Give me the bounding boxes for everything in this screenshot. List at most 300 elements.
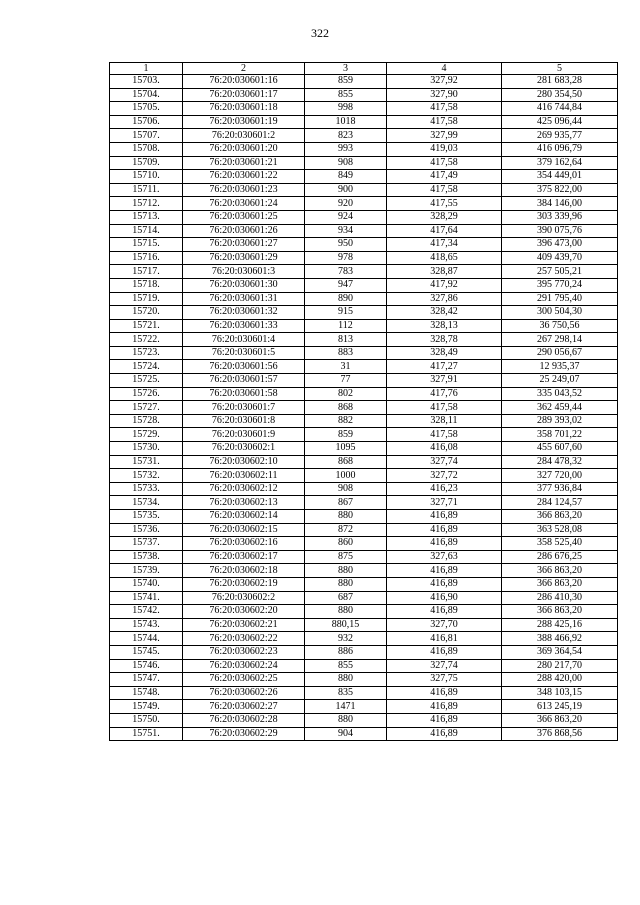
area-cell: 813 bbox=[305, 333, 387, 347]
row-number-cell: 15726. bbox=[110, 387, 183, 401]
table-row bbox=[110, 333, 618, 347]
specific-value-cell: 416,89 bbox=[387, 564, 502, 578]
specific-value-cell: 416,89 bbox=[387, 686, 502, 700]
specific-value-cell: 327,72 bbox=[387, 469, 502, 483]
cadastral-value-cell: 358 525,40 bbox=[502, 537, 618, 551]
row-number-cell: 15708. bbox=[110, 142, 183, 156]
cadastral-value-cell: 288 425,16 bbox=[502, 618, 618, 632]
row-number-cell: 15727. bbox=[110, 401, 183, 415]
column-header-5: 5 bbox=[502, 63, 618, 75]
row-number-cell: 15747. bbox=[110, 673, 183, 687]
row-number-cell: 15745. bbox=[110, 645, 183, 659]
row-number-cell: 15705. bbox=[110, 102, 183, 116]
table-row bbox=[110, 605, 618, 619]
table-row bbox=[110, 496, 618, 510]
specific-value-cell: 416,89 bbox=[387, 605, 502, 619]
area-cell: 886 bbox=[305, 645, 387, 659]
area-cell: 915 bbox=[305, 306, 387, 320]
area-cell: 872 bbox=[305, 523, 387, 537]
cadastral-number-cell: 76:20:030602:13 bbox=[183, 496, 305, 510]
specific-value-cell: 328,49 bbox=[387, 346, 502, 360]
cadastral-value-cell: 354 449,01 bbox=[502, 170, 618, 184]
row-number-cell: 15703. bbox=[110, 75, 183, 89]
row-number-cell: 15713. bbox=[110, 210, 183, 224]
specific-value-cell: 417,92 bbox=[387, 278, 502, 292]
cadastral-number-cell: 76:20:030601:9 bbox=[183, 428, 305, 442]
cadastral-number-cell: 76:20:030602:2 bbox=[183, 591, 305, 605]
cadastral-value-cell: 303 339,96 bbox=[502, 210, 618, 224]
cadastral-value-cell: 396 473,00 bbox=[502, 238, 618, 252]
specific-value-cell: 328,78 bbox=[387, 333, 502, 347]
specific-value-cell: 417,34 bbox=[387, 238, 502, 252]
row-number-cell: 15725. bbox=[110, 374, 183, 388]
cadastral-number-cell: 76:20:030601:58 bbox=[183, 387, 305, 401]
area-cell: 112 bbox=[305, 319, 387, 333]
row-number-cell: 15704. bbox=[110, 88, 183, 102]
table-header-row bbox=[110, 63, 618, 75]
specific-value-cell: 417,76 bbox=[387, 387, 502, 401]
cadastral-number-cell: 76:20:030601:31 bbox=[183, 292, 305, 306]
cadastral-value-cell: 358 701,22 bbox=[502, 428, 618, 442]
table-row bbox=[110, 183, 618, 197]
area-cell: 900 bbox=[305, 183, 387, 197]
row-number-cell: 15751. bbox=[110, 727, 183, 741]
specific-value-cell: 328,42 bbox=[387, 306, 502, 320]
cadastral-value-cell: 395 770,24 bbox=[502, 278, 618, 292]
area-cell: 687 bbox=[305, 591, 387, 605]
cadastral-number-cell: 76:20:030601:23 bbox=[183, 183, 305, 197]
table-row bbox=[110, 673, 618, 687]
row-number-cell: 15706. bbox=[110, 115, 183, 129]
row-number-cell: 15721. bbox=[110, 319, 183, 333]
specific-value-cell: 416,08 bbox=[387, 442, 502, 456]
specific-value-cell: 327,75 bbox=[387, 673, 502, 687]
table-row bbox=[110, 564, 618, 578]
row-number-cell: 15720. bbox=[110, 306, 183, 320]
cadastral-value-cell: 379 162,64 bbox=[502, 156, 618, 170]
area-cell: 849 bbox=[305, 170, 387, 184]
area-cell: 867 bbox=[305, 496, 387, 510]
cadastral-value-cell: 257 505,21 bbox=[502, 265, 618, 279]
specific-value-cell: 417,58 bbox=[387, 156, 502, 170]
cadastral-number-cell: 76:20:030602:18 bbox=[183, 564, 305, 578]
specific-value-cell: 327,71 bbox=[387, 496, 502, 510]
specific-value-cell: 416,89 bbox=[387, 645, 502, 659]
specific-value-cell: 327,91 bbox=[387, 374, 502, 388]
specific-value-cell: 327,63 bbox=[387, 550, 502, 564]
table-row bbox=[110, 374, 618, 388]
row-number-cell: 15712. bbox=[110, 197, 183, 211]
cadastral-value-cell: 366 863,20 bbox=[502, 577, 618, 591]
cadastral-number-cell: 76:20:030601:18 bbox=[183, 102, 305, 116]
table-row bbox=[110, 115, 618, 129]
row-number-cell: 15707. bbox=[110, 129, 183, 143]
cadastral-value-cell: 455 607,60 bbox=[502, 442, 618, 456]
cadastral-value-cell: 377 936,84 bbox=[502, 482, 618, 496]
cadastral-value-cell: 366 863,20 bbox=[502, 605, 618, 619]
specific-value-cell: 416,89 bbox=[387, 537, 502, 551]
table-row bbox=[110, 510, 618, 524]
specific-value-cell: 417,27 bbox=[387, 360, 502, 374]
area-cell: 978 bbox=[305, 251, 387, 265]
specific-value-cell: 417,49 bbox=[387, 170, 502, 184]
cadastral-value-cell: 286 410,30 bbox=[502, 591, 618, 605]
area-cell: 883 bbox=[305, 346, 387, 360]
table-row bbox=[110, 102, 618, 116]
area-cell: 880 bbox=[305, 605, 387, 619]
cadastral-number-cell: 76:20:030602:22 bbox=[183, 632, 305, 646]
cadastral-number-cell: 76:20:030601:30 bbox=[183, 278, 305, 292]
specific-value-cell: 328,13 bbox=[387, 319, 502, 333]
area-cell: 950 bbox=[305, 238, 387, 252]
specific-value-cell: 417,55 bbox=[387, 197, 502, 211]
cadastral-number-cell: 76:20:030602:1 bbox=[183, 442, 305, 456]
specific-value-cell: 327,99 bbox=[387, 129, 502, 143]
table-row bbox=[110, 278, 618, 292]
row-number-cell: 15746. bbox=[110, 659, 183, 673]
cadastral-number-cell: 76:20:030601:33 bbox=[183, 319, 305, 333]
table-row bbox=[110, 75, 618, 89]
cadastral-number-cell: 76:20:030601:27 bbox=[183, 238, 305, 252]
cadastral-number-cell: 76:20:030602:17 bbox=[183, 550, 305, 564]
row-number-cell: 15731. bbox=[110, 455, 183, 469]
cadastral-number-cell: 76:20:030601:29 bbox=[183, 251, 305, 265]
specific-value-cell: 328,29 bbox=[387, 210, 502, 224]
table-row bbox=[110, 618, 618, 632]
row-number-cell: 15722. bbox=[110, 333, 183, 347]
table-row bbox=[110, 469, 618, 483]
cadastral-number-cell: 76:20:030601:57 bbox=[183, 374, 305, 388]
table-row bbox=[110, 713, 618, 727]
specific-value-cell: 417,58 bbox=[387, 183, 502, 197]
cadastral-number-cell: 76:20:030602:24 bbox=[183, 659, 305, 673]
cadastral-value-cell: 269 935,77 bbox=[502, 129, 618, 143]
area-cell: 802 bbox=[305, 387, 387, 401]
cadastral-number-cell: 76:20:030601:5 bbox=[183, 346, 305, 360]
row-number-cell: 15718. bbox=[110, 278, 183, 292]
area-cell: 880 bbox=[305, 577, 387, 591]
cadastral-number-cell: 76:20:030601:17 bbox=[183, 88, 305, 102]
cadastral-value-cell: 284 124,57 bbox=[502, 496, 618, 510]
cadastral-number-cell: 76:20:030602:28 bbox=[183, 713, 305, 727]
cadastral-number-cell: 76:20:030601:7 bbox=[183, 401, 305, 415]
specific-value-cell: 416,89 bbox=[387, 727, 502, 741]
cadastral-number-cell: 76:20:030602:11 bbox=[183, 469, 305, 483]
table-row bbox=[110, 727, 618, 741]
column-header-2: 2 bbox=[183, 63, 305, 75]
page-number: 322 bbox=[311, 26, 329, 40]
cadastral-value-cell: 289 393,02 bbox=[502, 414, 618, 428]
cadastral-value-cell: 286 676,25 bbox=[502, 550, 618, 564]
cadastral-number-cell: 76:20:030602:25 bbox=[183, 673, 305, 687]
area-cell: 1018 bbox=[305, 115, 387, 129]
row-number-cell: 15716. bbox=[110, 251, 183, 265]
table-row bbox=[110, 224, 618, 238]
area-cell: 868 bbox=[305, 401, 387, 415]
cadastral-value-cell: 369 364,54 bbox=[502, 645, 618, 659]
specific-value-cell: 419,03 bbox=[387, 142, 502, 156]
specific-value-cell: 417,64 bbox=[387, 224, 502, 238]
table-row bbox=[110, 142, 618, 156]
table-row bbox=[110, 632, 618, 646]
row-number-cell: 15719. bbox=[110, 292, 183, 306]
cadastral-value-cell: 284 478,32 bbox=[502, 455, 618, 469]
cadastral-number-cell: 76:20:030602:27 bbox=[183, 700, 305, 714]
row-number-cell: 15723. bbox=[110, 346, 183, 360]
cadastral-value-cell: 388 466,92 bbox=[502, 632, 618, 646]
area-cell: 1000 bbox=[305, 469, 387, 483]
specific-value-cell: 418,65 bbox=[387, 251, 502, 265]
specific-value-cell: 327,86 bbox=[387, 292, 502, 306]
cadastral-number-cell: 76:20:030601:21 bbox=[183, 156, 305, 170]
cadastral-value-cell: 416 096,79 bbox=[502, 142, 618, 156]
table-row bbox=[110, 346, 618, 360]
cadastral-value-cell: 348 103,15 bbox=[502, 686, 618, 700]
specific-value-cell: 416,89 bbox=[387, 700, 502, 714]
row-number-cell: 15711. bbox=[110, 183, 183, 197]
column-header-3: 3 bbox=[305, 63, 387, 75]
area-cell: 904 bbox=[305, 727, 387, 741]
row-number-cell: 15750. bbox=[110, 713, 183, 727]
cadastral-value-cell: 416 744,84 bbox=[502, 102, 618, 116]
row-number-cell: 15729. bbox=[110, 428, 183, 442]
cadastral-value-cell: 288 420,00 bbox=[502, 673, 618, 687]
area-cell: 998 bbox=[305, 102, 387, 116]
area-cell: 920 bbox=[305, 197, 387, 211]
cadastral-value-cell: 363 528,08 bbox=[502, 523, 618, 537]
row-number-cell: 15744. bbox=[110, 632, 183, 646]
area-cell: 783 bbox=[305, 265, 387, 279]
specific-value-cell: 327,92 bbox=[387, 75, 502, 89]
specific-value-cell: 416,89 bbox=[387, 713, 502, 727]
cadastral-number-cell: 76:20:030602:15 bbox=[183, 523, 305, 537]
table-row bbox=[110, 523, 618, 537]
table-row bbox=[110, 306, 618, 320]
row-number-cell: 15733. bbox=[110, 482, 183, 496]
table-row bbox=[110, 387, 618, 401]
row-number-cell: 15724. bbox=[110, 360, 183, 374]
area-cell: 835 bbox=[305, 686, 387, 700]
row-number-cell: 15737. bbox=[110, 537, 183, 551]
area-cell: 855 bbox=[305, 659, 387, 673]
cadastral-number-cell: 76:20:030602:23 bbox=[183, 645, 305, 659]
specific-value-cell: 327,74 bbox=[387, 455, 502, 469]
cadastral-number-cell: 76:20:030601:4 bbox=[183, 333, 305, 347]
table-row bbox=[110, 170, 618, 184]
cadastral-number-cell: 76:20:030601:19 bbox=[183, 115, 305, 129]
cadastral-value-cell: 384 146,00 bbox=[502, 197, 618, 211]
row-number-cell: 15749. bbox=[110, 700, 183, 714]
specific-value-cell: 327,74 bbox=[387, 659, 502, 673]
cadastral-number-cell: 76:20:030601:20 bbox=[183, 142, 305, 156]
cadastral-number-cell: 76:20:030602:20 bbox=[183, 605, 305, 619]
cadastral-value-cell: 376 868,56 bbox=[502, 727, 618, 741]
row-number-cell: 15732. bbox=[110, 469, 183, 483]
area-cell: 859 bbox=[305, 75, 387, 89]
row-number-cell: 15741. bbox=[110, 591, 183, 605]
specific-value-cell: 416,81 bbox=[387, 632, 502, 646]
cadastral-number-cell: 76:20:030601:26 bbox=[183, 224, 305, 238]
cadastral-value-cell: 291 795,40 bbox=[502, 292, 618, 306]
specific-value-cell: 417,58 bbox=[387, 115, 502, 129]
area-cell: 947 bbox=[305, 278, 387, 292]
cadastral-number-cell: 76:20:030601:56 bbox=[183, 360, 305, 374]
area-cell: 1471 bbox=[305, 700, 387, 714]
cadastral-value-cell: 267 298,14 bbox=[502, 333, 618, 347]
table-row bbox=[110, 360, 618, 374]
table-body bbox=[110, 75, 618, 741]
area-cell: 932 bbox=[305, 632, 387, 646]
area-cell: 875 bbox=[305, 550, 387, 564]
area-cell: 924 bbox=[305, 210, 387, 224]
row-number-cell: 15715. bbox=[110, 238, 183, 252]
cadastral-value-cell: 300 504,30 bbox=[502, 306, 618, 320]
column-header-1: 1 bbox=[110, 63, 183, 75]
cadastral-number-cell: 76:20:030602:21 bbox=[183, 618, 305, 632]
table-row bbox=[110, 428, 618, 442]
area-cell: 890 bbox=[305, 292, 387, 306]
table-row bbox=[110, 265, 618, 279]
cadastral-value-cell: 425 096,44 bbox=[502, 115, 618, 129]
table-row bbox=[110, 591, 618, 605]
specific-value-cell: 417,58 bbox=[387, 102, 502, 116]
specific-value-cell: 328,87 bbox=[387, 265, 502, 279]
area-cell: 880 bbox=[305, 510, 387, 524]
row-number-cell: 15730. bbox=[110, 442, 183, 456]
specific-value-cell: 417,58 bbox=[387, 401, 502, 415]
area-cell: 823 bbox=[305, 129, 387, 143]
specific-value-cell: 416,89 bbox=[387, 577, 502, 591]
row-number-cell: 15736. bbox=[110, 523, 183, 537]
row-number-cell: 15739. bbox=[110, 564, 183, 578]
area-cell: 880 bbox=[305, 564, 387, 578]
row-number-cell: 15717. bbox=[110, 265, 183, 279]
cadastral-value-cell: 280 354,50 bbox=[502, 88, 618, 102]
row-number-cell: 15734. bbox=[110, 496, 183, 510]
area-cell: 880 bbox=[305, 713, 387, 727]
table-row bbox=[110, 210, 618, 224]
table-row bbox=[110, 577, 618, 591]
row-number-cell: 15728. bbox=[110, 414, 183, 428]
cadastral-value-cell: 280 217,70 bbox=[502, 659, 618, 673]
area-cell: 993 bbox=[305, 142, 387, 156]
cadastral-value-cell: 409 439,70 bbox=[502, 251, 618, 265]
specific-value-cell: 416,23 bbox=[387, 482, 502, 496]
row-number-cell: 15740. bbox=[110, 577, 183, 591]
cadastral-value-cell: 375 822,00 bbox=[502, 183, 618, 197]
table-row bbox=[110, 251, 618, 265]
cadastral-value-cell: 613 245,19 bbox=[502, 700, 618, 714]
specific-value-cell: 417,58 bbox=[387, 428, 502, 442]
cadastral-number-cell: 76:20:030601:2 bbox=[183, 129, 305, 143]
area-cell: 1095 bbox=[305, 442, 387, 456]
table-row bbox=[110, 686, 618, 700]
table-row bbox=[110, 129, 618, 143]
row-number-cell: 15710. bbox=[110, 170, 183, 184]
cadastral-number-cell: 76:20:030602:12 bbox=[183, 482, 305, 496]
area-cell: 868 bbox=[305, 455, 387, 469]
row-number-cell: 15742. bbox=[110, 605, 183, 619]
cadastral-value-cell: 390 075,76 bbox=[502, 224, 618, 238]
table-row bbox=[110, 482, 618, 496]
cadastral-value-cell: 281 683,28 bbox=[502, 75, 618, 89]
table-row bbox=[110, 442, 618, 456]
area-cell: 860 bbox=[305, 537, 387, 551]
row-number-cell: 15735. bbox=[110, 510, 183, 524]
area-cell: 859 bbox=[305, 428, 387, 442]
specific-value-cell: 416,89 bbox=[387, 510, 502, 524]
specific-value-cell: 327,90 bbox=[387, 88, 502, 102]
specific-value-cell: 328,11 bbox=[387, 414, 502, 428]
specific-value-cell: 327,70 bbox=[387, 618, 502, 632]
cadastral-value-cell: 36 750,56 bbox=[502, 319, 618, 333]
specific-value-cell: 416,89 bbox=[387, 523, 502, 537]
cadastral-number-cell: 76:20:030601:32 bbox=[183, 306, 305, 320]
area-cell: 77 bbox=[305, 374, 387, 388]
table-row bbox=[110, 156, 618, 170]
cadastral-number-cell: 76:20:030601:16 bbox=[183, 75, 305, 89]
table-row bbox=[110, 700, 618, 714]
cadastral-number-cell: 76:20:030601:25 bbox=[183, 210, 305, 224]
cadastral-number-cell: 76:20:030602:14 bbox=[183, 510, 305, 524]
table-row bbox=[110, 455, 618, 469]
cadastral-value-cell: 366 863,20 bbox=[502, 564, 618, 578]
table-row bbox=[110, 401, 618, 415]
cadastral-number-cell: 76:20:030601:24 bbox=[183, 197, 305, 211]
table-row bbox=[110, 197, 618, 211]
row-number-cell: 15714. bbox=[110, 224, 183, 238]
row-number-cell: 15709. bbox=[110, 156, 183, 170]
cadastral-number-cell: 76:20:030601:8 bbox=[183, 414, 305, 428]
row-number-cell: 15748. bbox=[110, 686, 183, 700]
table-row bbox=[110, 537, 618, 551]
specific-value-cell: 416,90 bbox=[387, 591, 502, 605]
area-cell: 908 bbox=[305, 156, 387, 170]
table-row bbox=[110, 645, 618, 659]
table-row bbox=[110, 88, 618, 102]
cadastral-value-cell: 335 043,52 bbox=[502, 387, 618, 401]
table-row bbox=[110, 319, 618, 333]
area-cell: 31 bbox=[305, 360, 387, 374]
area-cell: 855 bbox=[305, 88, 387, 102]
area-cell: 880 bbox=[305, 673, 387, 687]
row-number-cell: 15743. bbox=[110, 618, 183, 632]
cadastral-number-cell: 76:20:030602:19 bbox=[183, 577, 305, 591]
cadastral-number-cell: 76:20:030602:29 bbox=[183, 727, 305, 741]
area-cell: 934 bbox=[305, 224, 387, 238]
cadastral-number-cell: 76:20:030602:26 bbox=[183, 686, 305, 700]
area-cell: 882 bbox=[305, 414, 387, 428]
cadastral-value-cell: 362 459,44 bbox=[502, 401, 618, 415]
table-row bbox=[110, 659, 618, 673]
area-cell: 908 bbox=[305, 482, 387, 496]
table-row bbox=[110, 414, 618, 428]
table-row bbox=[110, 292, 618, 306]
cadastral-number-cell: 76:20:030602:16 bbox=[183, 537, 305, 551]
cadastral-number-cell: 76:20:030601:3 bbox=[183, 265, 305, 279]
cadastral-value-cell: 290 056,67 bbox=[502, 346, 618, 360]
table-row bbox=[110, 238, 618, 252]
cadastral-number-cell: 76:20:030601:22 bbox=[183, 170, 305, 184]
row-number-cell: 15738. bbox=[110, 550, 183, 564]
cadastral-number-cell: 76:20:030602:10 bbox=[183, 455, 305, 469]
cadastral-value-cell: 327 720,00 bbox=[502, 469, 618, 483]
cadastral-value-table bbox=[109, 62, 618, 741]
column-header-4: 4 bbox=[387, 63, 502, 75]
cadastral-value-cell: 366 863,20 bbox=[502, 510, 618, 524]
area-cell: 880,15 bbox=[305, 618, 387, 632]
cadastral-value-cell: 25 249,07 bbox=[502, 374, 618, 388]
